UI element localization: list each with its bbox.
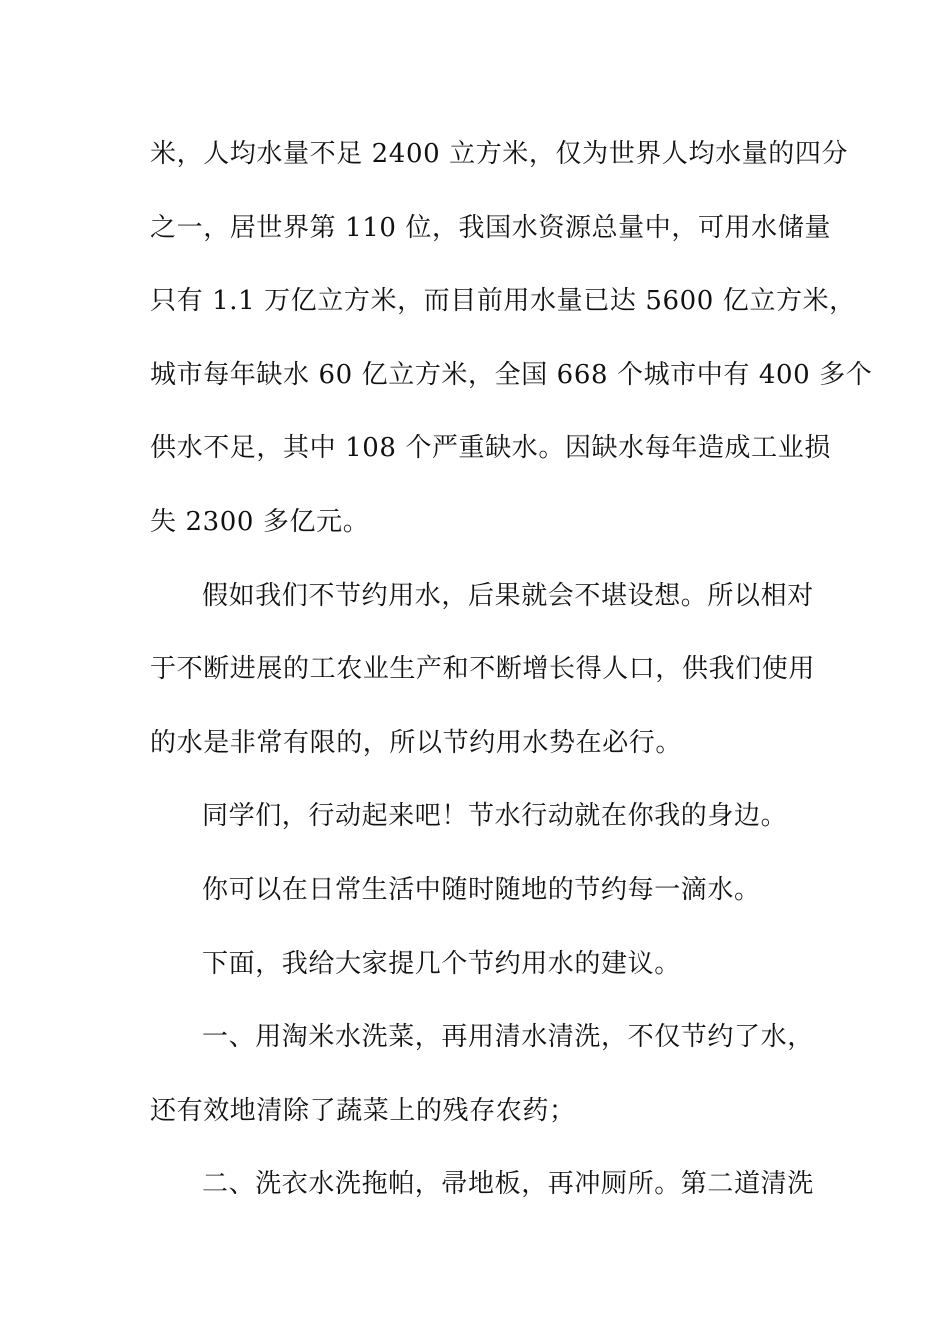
text-line: 下面，我给大家提几个节约用水的建议。 <box>202 948 681 979</box>
text-line: 之一，居世界第 110 位，我国水资源总量中，可用水储量 <box>150 212 831 243</box>
document-body <box>150 118 873 1222</box>
text-line: 同学们，行动起来吧！节水行动就在你我的身边。 <box>202 801 788 832</box>
text-line: 只有 1.1 万亿立方米，而目前用水量已达 5600 亿立方米， <box>150 286 856 317</box>
text-line: 你可以在日常生活中随时随地的节约每一滴水。 <box>202 874 761 905</box>
paragraph-call-to-action <box>150 780 800 854</box>
text-line: 米，人均水量不足 2400 立方米，仅为世界人均水量的四分 <box>150 139 849 169</box>
text-line: 城市每年缺水 60 亿立方米，全国 668 个城市中有 400 多个 <box>150 359 873 390</box>
text-line: 失 2300 多亿元。 <box>150 506 370 537</box>
paragraph-suggestions-intro <box>150 928 800 1002</box>
text-line: 的水是非常有限的，所以节约用水势在必行。 <box>150 727 683 758</box>
paragraph-suggestion-two <box>150 1148 814 1222</box>
paragraph-consequences <box>150 560 816 781</box>
paragraph-suggestion-one <box>150 1001 814 1148</box>
paragraph-water-statistics <box>150 118 873 560</box>
text-line: 供水不足，其中 108 个严重缺水。因缺水每年造成工业损 <box>150 433 831 464</box>
text-line: 一、用淘米水洗菜，再用清水清洗，不仅节约了水， <box>202 1022 814 1053</box>
text-line: 二、洗衣水洗拖帕，帚地板，再冲厕所。第二道清洗 <box>202 1169 814 1200</box>
text-line: 还有效地清除了蔬菜上的残存农药； <box>150 1095 576 1126</box>
text-line: 于不断进展的工农业生产和不断增长得人口，供我们使用 <box>150 654 816 685</box>
paragraph-save-every-drop <box>150 854 800 928</box>
text-line: 假如我们不节约用水，后果就会不堪设想。所以相对 <box>202 580 814 611</box>
